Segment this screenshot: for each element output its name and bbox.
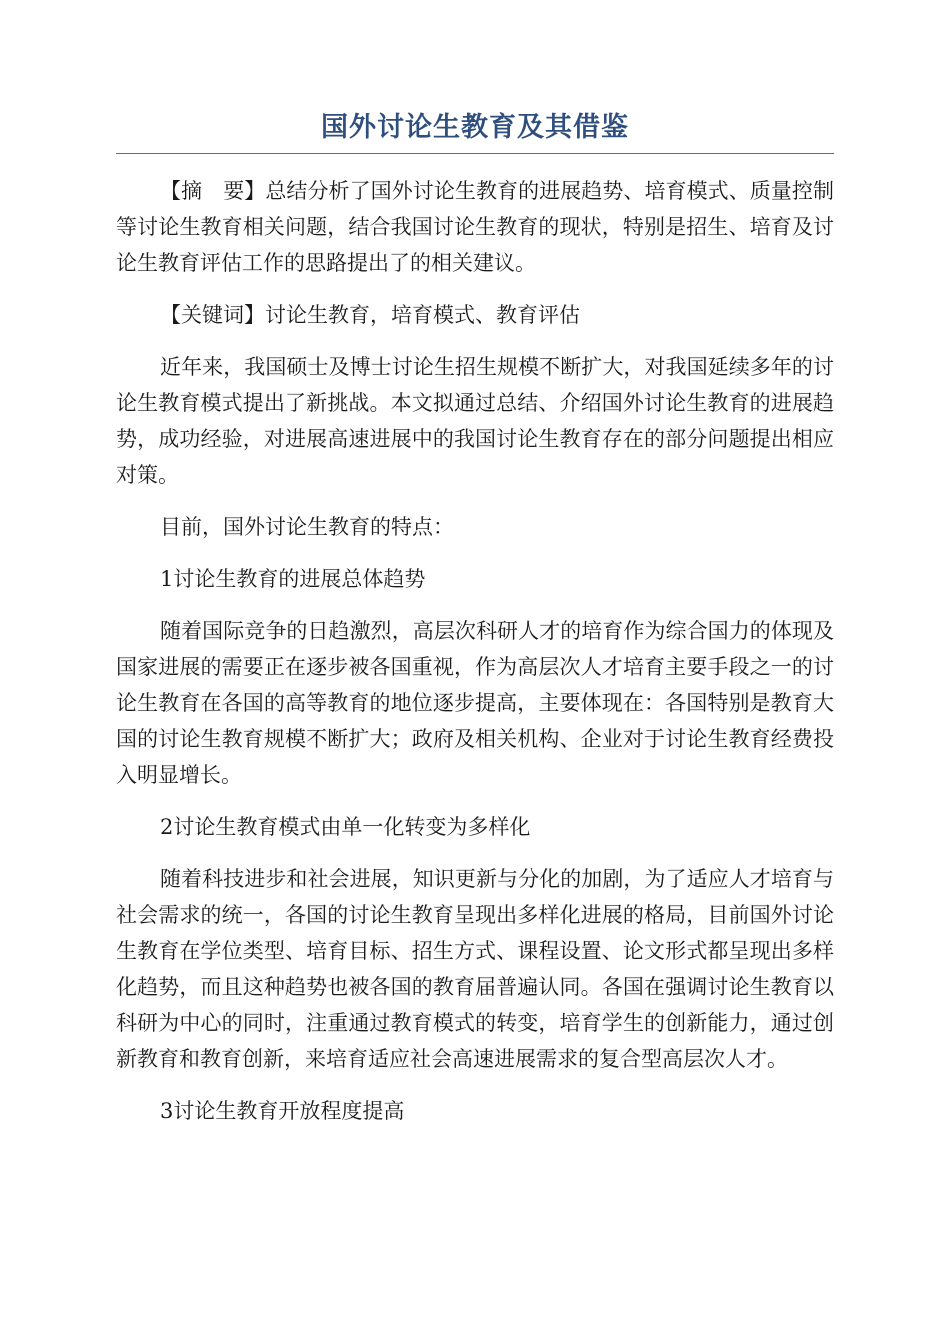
keywords-paragraph: 【关键词】讨论生教育，培育模式、教育评估 [160,303,580,327]
document-body [116,173,834,1129]
document-page [116,108,834,1145]
features-intro: 目前，国外讨论生教育的特点： [160,515,454,539]
section-heading-2: 2讨论生教育模式由单一化转变为多样化 [160,815,531,839]
document-title: 国外讨论生教育及其借鉴 [116,108,834,154]
section-2-paragraph: 随着科技进步和社会进展，知识更新与分化的加剧，为了适应人才培育与社会需求的统一，各国的讨论生教育呈现出多样化进展的格局，目前国外讨论生教育在学位类型、培育目标、招生方式、课程设置、论文形式都呈现出多样化趋势，而且这种趋势也被各国的教育届普遍认同。各国在强调讨论生教育以科研为中心的同时，注重通过教育模式的转变，培育学生的创新能力，通过创新教育和教育创新，来培育适应社会高速进展需求的复合型高层次人才。 [116,867,834,1071]
section-heading-3: 3讨论生教育开放程度提高 [160,1099,405,1123]
abstract-paragraph: 【摘 要】总结分析了国外讨论生教育的进展趋势、培育模式、质量控制等讨论生教育相关问题，结合我国讨论生教育的现状，特别是招生、培育及讨论生教育评估工作的思路提出了的相关建议。 [116,179,834,275]
intro-paragraph: 近年来，我国硕士及博士讨论生招生规模不断扩大，对我国延续多年的讨论生教育模式提出了新挑战。本文拟通过总结、介绍国外讨论生教育的进展趋势，成功经验，对进展高速进展中的我国讨论生教育存在的部分问题提出相应对策。 [116,355,834,487]
section-heading-1: 1讨论生教育的进展总体趋势 [160,567,426,591]
section-1-paragraph: 随着国际竞争的日趋激烈，高层次科研人才的培育作为综合国力的体现及国家进展的需要正在逐步被各国重视，作为高层次人才培育主要手段之一的讨论生教育在各国的高等教育的地位逐步提高，主要体现在：各国特别是教育大国的讨论生教育规模不断扩大；政府及相关机构、企业对于讨论生教育经费投入明显增长。 [116,619,834,787]
